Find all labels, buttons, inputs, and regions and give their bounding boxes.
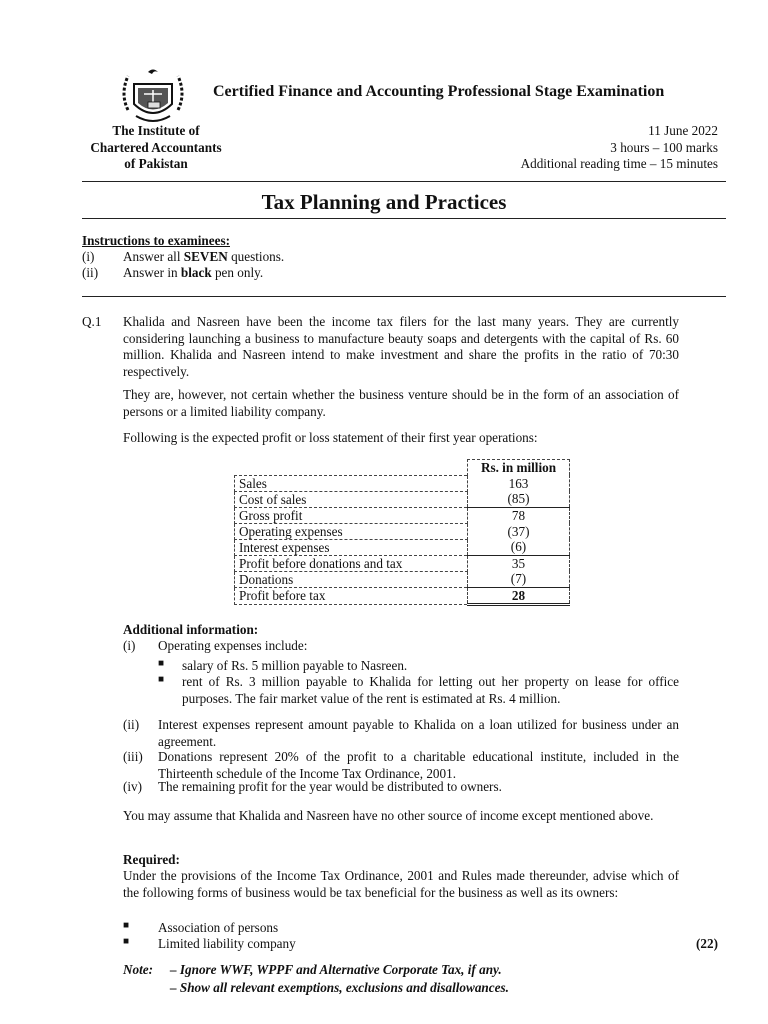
note-line: – Ignore WWF, WPPF and Alternative Corporate Tax, if any. [170, 962, 502, 977]
exam-title: Certified Finance and Accounting Professional Stage Examination [213, 83, 665, 100]
note-label: Note: [123, 962, 154, 977]
question-para: Following is the expected profit or loss statement of their first year operations: [123, 430, 538, 445]
assumption-text: You may assume that Khalida and Nasreen have no other source of income except mentioned above. [123, 808, 654, 823]
table-row: Sales 163 [235, 475, 570, 491]
divider [82, 218, 726, 219]
bullet-icon: ■ [158, 658, 165, 669]
table-row: Interest expenses (6) [235, 539, 570, 555]
table-row: Cost of sales (85) [235, 491, 570, 507]
marks: (22) [696, 936, 718, 951]
info-item: (i) Operating expenses include: [123, 638, 308, 653]
exam-duration: 3 hours – 100 marks [610, 139, 718, 155]
note-line: – Show all relevant exemptions, exclusions and disallowances. [170, 980, 509, 995]
icap-logo [118, 66, 188, 130]
instruction-item: (i) Answer all SEVEN questions. [82, 249, 285, 264]
question-para: They are, however, not certain whether the business venture should be in the form of an association of persons or a limited liability company. [123, 387, 679, 419]
required-text: Under the provisions of the Income Tax Ordinance, 2001 and Rules made thereunder, advise which of the following forms of business would be tax beneficial for the business as well as its owners: [123, 868, 679, 900]
institute-name: The Institute of Chartered Accountants of Pakistan [90, 123, 222, 171]
column-header: Rs. in million [468, 460, 570, 476]
bullet-icon: ■ [158, 674, 165, 685]
option-item: ■ Limited liability company [123, 936, 296, 951]
profit-loss-table [234, 459, 570, 606]
subject-title: Tax Planning and Practices [261, 190, 507, 214]
instructions-heading: Instructions to examinees: [82, 233, 230, 248]
table-row: Operating expenses (37) [235, 523, 570, 539]
reading-time: Additional reading time – 15 minutes [520, 156, 718, 171]
divider [82, 181, 726, 182]
exam-details [521, 123, 718, 173]
option-item: ■ Association of persons [123, 920, 279, 935]
required-heading: Required: [123, 852, 180, 867]
info-item: (iii) Donations represent 20% of the profit to a charitable educational institute, included in the Thirteenth schedule of the Income Tax Ordinance, 2001. [123, 749, 679, 781]
table-row: Profit before tax 28 [235, 587, 570, 604]
crest-icon [118, 66, 188, 130]
bullet-icon: ■ [123, 920, 130, 931]
info-item: (ii) Interest expenses represent amount payable to Khalida on a loan utilized for business under an agreement. [123, 717, 679, 749]
additional-info-heading: Additional information: [123, 622, 259, 637]
exam-date: 11 June 2022 [648, 123, 718, 138]
bullet-item: ■ rent of Rs. 3 million payable to Khalida for letting out her property on lease for office purposes. The fair market value of the rent is estimated at Rs. 4 million. [158, 674, 679, 706]
question-intro: Khalida and Nasreen have been the income tax filers for the last many years. They are currently considering launching a business to manufacture beauty soaps and detergents with the capital of Rs. 60 million. Khalida and Nasreen intend to make investment and share the profits in the ratio of 70:30 respectively. [123, 314, 679, 379]
question-number: Q.1 [82, 314, 102, 329]
table-row: Donations (7) [235, 571, 570, 587]
table-row: Profit before donations and tax 35 [235, 555, 570, 571]
table-header-row [235, 460, 570, 476]
table-row: Gross profit 78 [235, 507, 570, 523]
instruction-item: (ii) Answer in black pen only. [82, 265, 264, 280]
divider [82, 296, 726, 297]
bullet-icon: ■ [123, 936, 130, 947]
bullet-item: ■ salary of Rs. 5 million payable to Nasreen. [158, 658, 408, 673]
info-item: (iv) The remaining profit for the year would be distributed to owners. [123, 779, 502, 794]
